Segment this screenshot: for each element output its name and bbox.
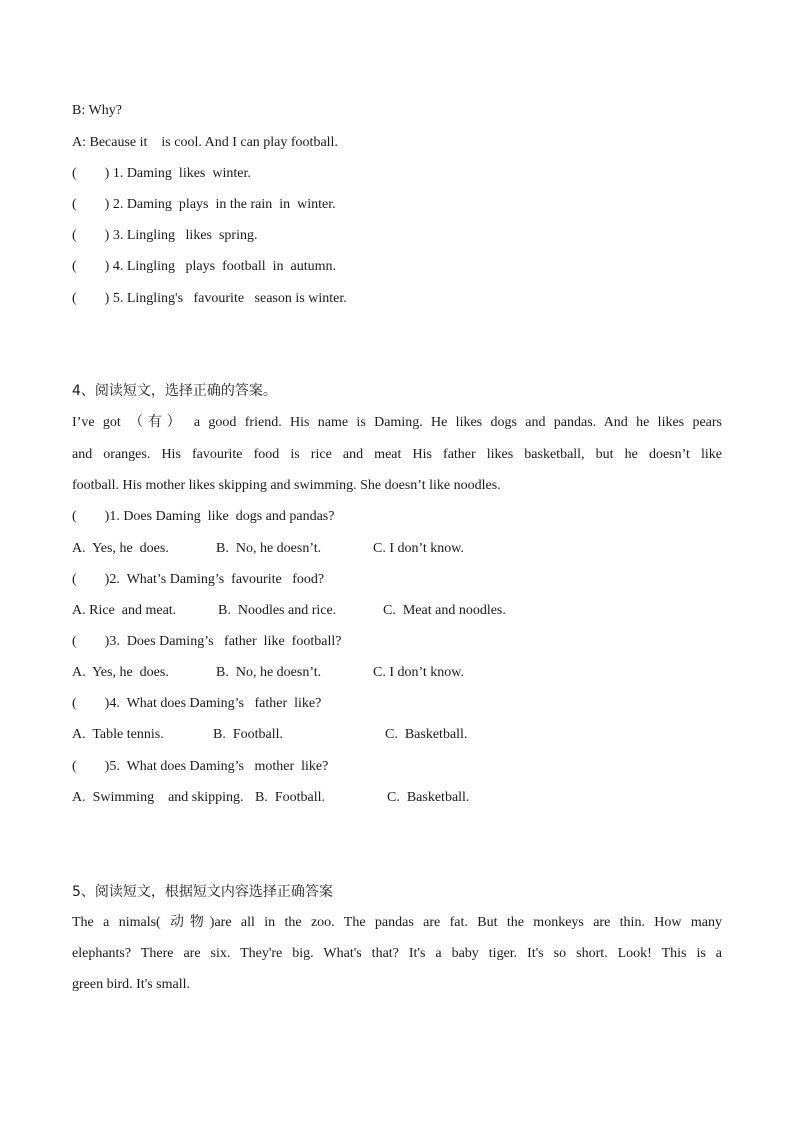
- question-1: ( )1. Does Daming like dogs and pandas?: [72, 509, 335, 524]
- section-5-passage-line-3: green bird. It's small.: [72, 977, 190, 992]
- judge-item-5: ( ) 5. Lingling's favourite season is winter.: [72, 291, 347, 306]
- question-3-option-a: A. Yes, he does.: [72, 665, 169, 680]
- section-4-heading: 4、阅读短文，选择正确的答案。: [72, 383, 277, 399]
- dialogue-b-line: B: Why?: [72, 103, 122, 118]
- question-4-option-c: C. Basketball.: [385, 727, 468, 742]
- judge-item-2: ( ) 2. Daming plays in the rain in winter.: [72, 197, 336, 212]
- question-4-option-a: A. Table tennis.: [72, 727, 164, 742]
- judge-item-3: ( ) 3. Lingling likes spring.: [72, 228, 258, 243]
- section-5-heading: 5、阅读短文，根据短文内容选择正确答案: [72, 884, 333, 900]
- question-4-option-b: B. Football.: [213, 727, 284, 742]
- question-2-option-a: A. Rice and meat.: [72, 603, 177, 618]
- question-5-option-c: C. Basketball.: [387, 790, 470, 805]
- section-5-passage-line-2: elephants? There are six. They're big. What's that? It's a baby tiger. It's so short. Look! This is a: [72, 946, 722, 961]
- section-5-passage-line-1: The a nimals( 动物)are all in the zoo. The pandas are fat. But the monkeys are thin. How many: [72, 915, 722, 930]
- question-5-option-b: B. Football.: [255, 790, 326, 805]
- question-2: ( )2. What’s Daming’s favourite food?: [72, 572, 325, 587]
- section-4-passage-line-1: I’ve got （有） a good friend. His name is Daming. He likes dogs and pandas. And he likes pears: [72, 415, 722, 430]
- section-4-passage-line-3: football. His mother likes skipping and swimming. She doesn’t like noodles.: [72, 478, 501, 493]
- question-5-option-a: A. Swimming and skipping.: [72, 790, 244, 805]
- question-3-option-b: B. No, he doesn’t.: [216, 665, 322, 680]
- section-4-passage-line-2: and oranges. His favourite food is rice and meat His father likes basketball, but he doesn’t like: [72, 447, 722, 462]
- question-4: ( )4. What does Daming’s father like?: [72, 696, 322, 711]
- question-3: ( )3. Does Daming’s father like football?: [72, 634, 342, 649]
- question-1-option-b: B. No, he doesn’t.: [216, 541, 322, 556]
- dialogue-a-line: A: Because it is cool. And I can play football.: [72, 135, 338, 150]
- question-5: ( )5. What does Daming’s mother like?: [72, 759, 329, 774]
- question-3-option-c: C. I don’t know.: [373, 665, 464, 680]
- judge-item-1: ( ) 1. Daming likes winter.: [72, 166, 251, 181]
- question-2-option-b: B. Noodles and rice.: [218, 603, 337, 618]
- question-1-option-c: C. I don’t know.: [373, 541, 464, 556]
- judge-item-4: ( ) 4. Lingling plays football in autumn.: [72, 259, 337, 274]
- question-1-option-a: A. Yes, he does.: [72, 541, 169, 556]
- question-2-option-c: C. Meat and noodles.: [383, 603, 506, 618]
